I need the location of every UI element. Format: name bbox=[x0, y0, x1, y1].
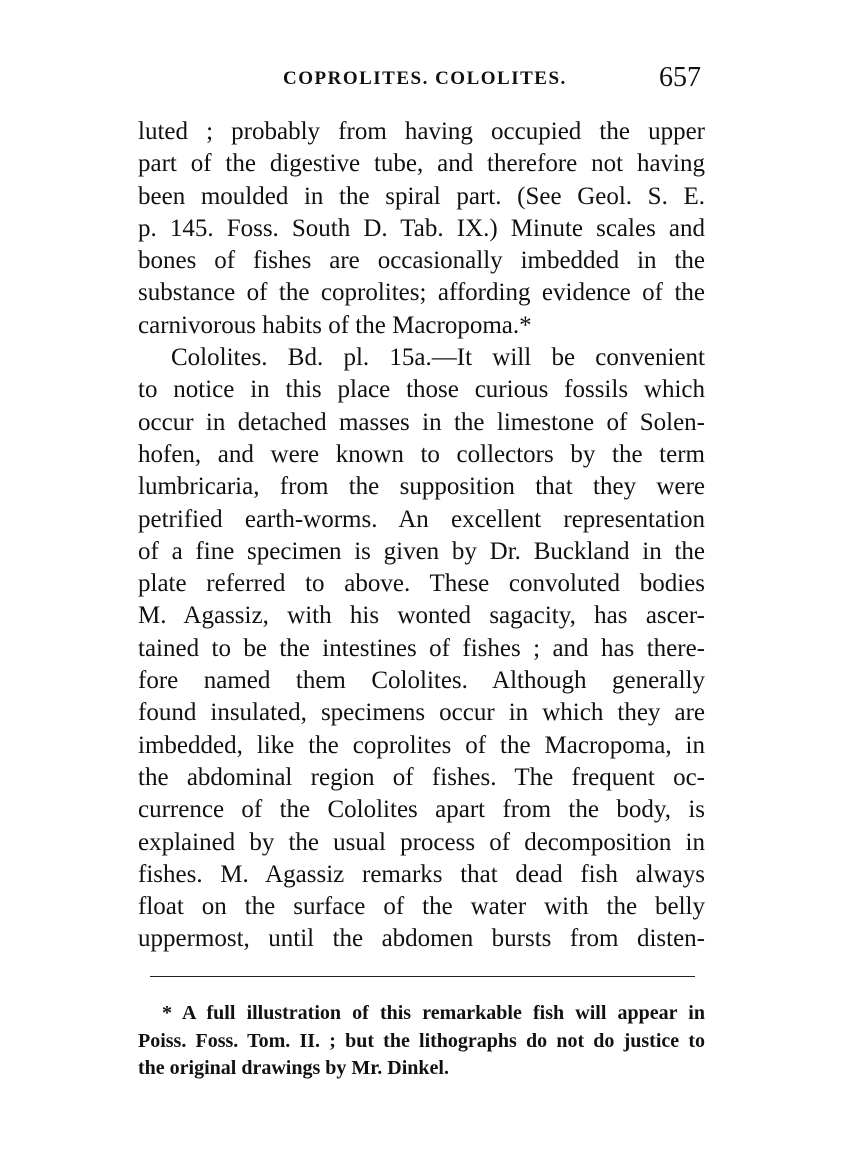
text-line: fishes. M. Agassiz remarks that dead fish always bbox=[138, 860, 705, 888]
running-head bbox=[138, 62, 705, 92]
text-line: carnivorous habits of the Macropoma.* bbox=[138, 311, 532, 339]
text-line: to notice in this place those curious fossils which bbox=[138, 376, 705, 404]
footnote bbox=[138, 1000, 705, 1083]
text-line: luted ; probably from having occupied the upper bbox=[138, 118, 705, 145]
text-line: p. 145. Foss. South D. Tab. IX.) Minute scales and bbox=[138, 214, 705, 242]
footnote-line: the original drawings by Mr. Dinkel. bbox=[138, 1057, 449, 1079]
text-line: plate referred to above. These convoluted bodies bbox=[138, 570, 705, 598]
text-line: Cololites. Bd. pl. 15a.—It will be convenient bbox=[171, 344, 705, 372]
text-line: petrified earth-worms. An excellent representation bbox=[138, 505, 705, 533]
text-line: fore named them Cololites. Although generally bbox=[138, 667, 705, 695]
text-line: imbedded, like the coprolites of the Macropoma, in bbox=[138, 731, 705, 759]
page-number: 657 bbox=[659, 62, 701, 93]
body-text bbox=[138, 116, 705, 956]
text-line: bones of fishes are occasionally imbedded in the bbox=[138, 247, 705, 275]
text-line: hofen, and were known to collectors by the term bbox=[138, 440, 705, 468]
text-line: found insulated, specimens occur in which they are bbox=[138, 699, 705, 727]
text-line: uppermost, until the abdomen bursts from disten- bbox=[138, 925, 705, 953]
footnote-line: * A full illustration of this remarkable fish will appear in bbox=[162, 1002, 705, 1024]
footnote-rule bbox=[150, 976, 695, 977]
text-line: currence of the Cololites apart from the body, is bbox=[138, 796, 705, 824]
text-line: M. Agassiz, with his wonted sagacity, has ascer- bbox=[138, 602, 705, 630]
text-line: of a fine specimen is given by Dr. Buckland in the bbox=[138, 537, 705, 565]
text-line: substance of the coprolites; affording evidence of the bbox=[138, 279, 705, 307]
text-line: tained to be the intestines of fishes ; and has there- bbox=[138, 634, 705, 662]
text-line: occur in detached masses in the limestone of Solen- bbox=[138, 408, 705, 436]
text-line: float on the surface of the water with the belly bbox=[138, 893, 705, 921]
text-line: the abdominal region of fishes. The frequent oc- bbox=[138, 763, 705, 791]
running-title: COPROLITES. COLOLITES. bbox=[283, 68, 567, 89]
text-line: explained by the usual process of decomposition in bbox=[138, 828, 705, 856]
text-line: been moulded in the spiral part. (See Geol. S. E. bbox=[138, 182, 705, 210]
text-line: part of the digestive tube, and therefore not having bbox=[138, 150, 705, 178]
footnote-line: Poiss. Foss. Tom. II. ; but the lithographs do not do justice to bbox=[138, 1029, 705, 1052]
text-line: lumbricaria, from the supposition that they were bbox=[138, 473, 705, 501]
